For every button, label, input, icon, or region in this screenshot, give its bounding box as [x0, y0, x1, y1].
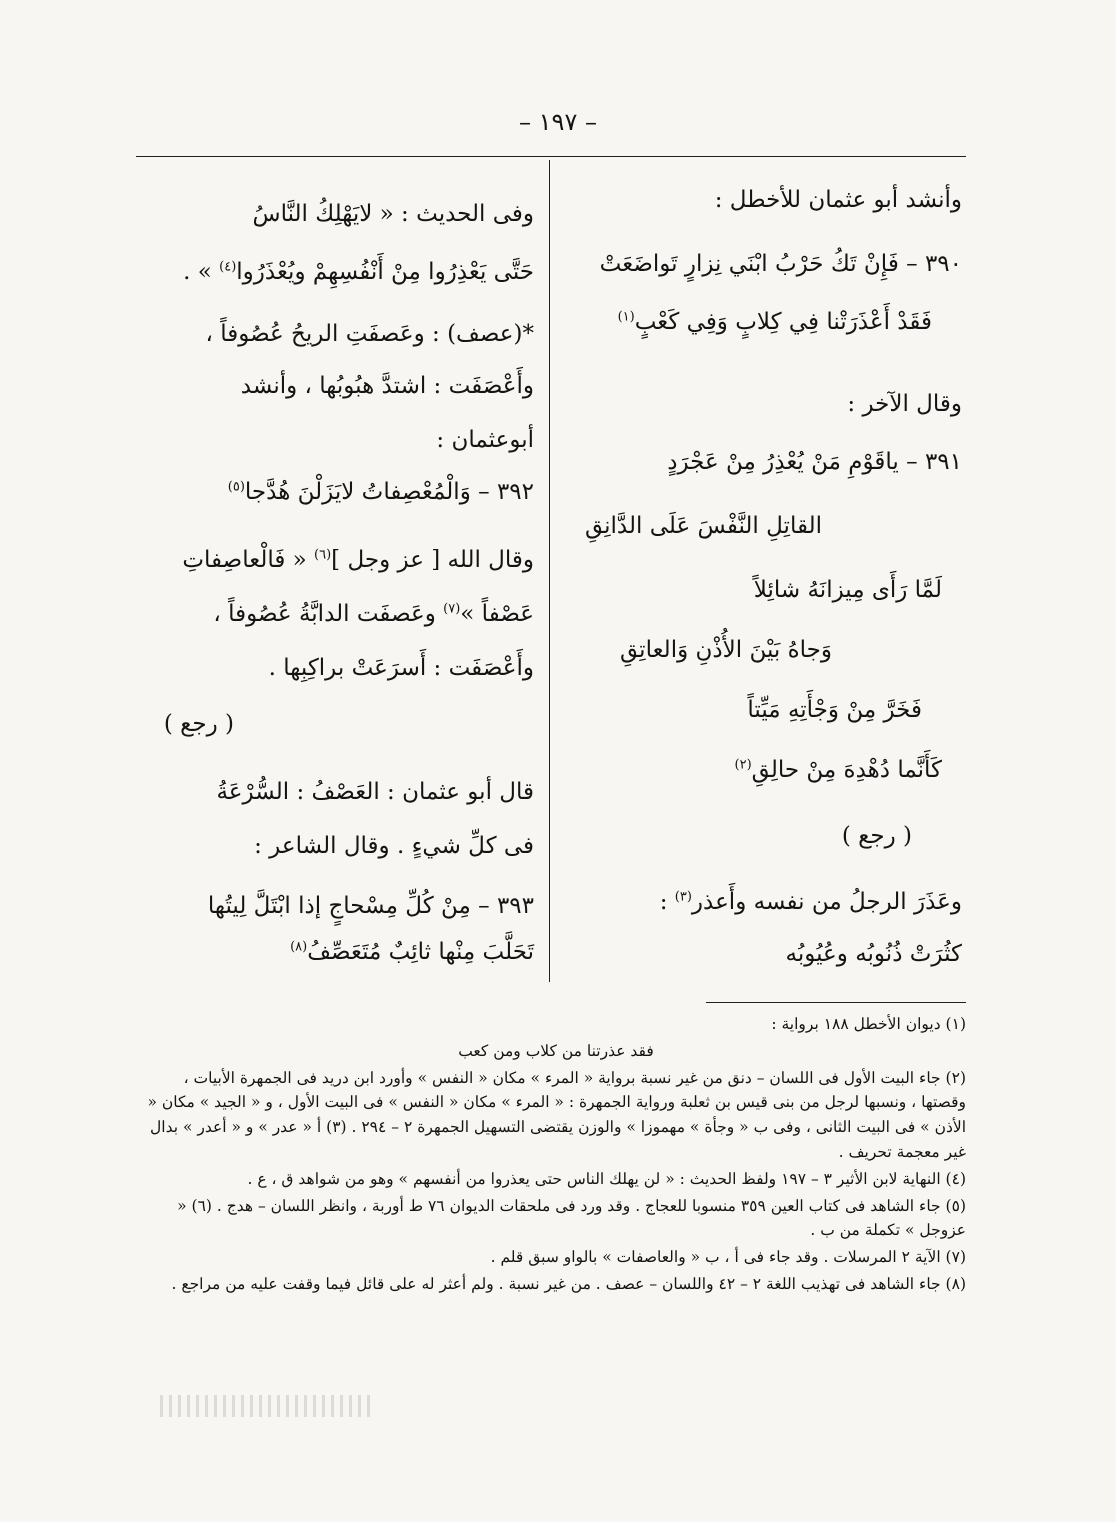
right-column-line [754, 576, 942, 605]
footnote-marker: (٤) [219, 259, 237, 275]
left-column-line [290, 938, 534, 967]
footnote-marker: (٦) [314, 547, 332, 563]
column-divider [549, 160, 550, 982]
left-column-line-tail: وعَصفَت الدابَّةُ عُصُوفاً ، [213, 601, 444, 627]
right-column-line-text: ( رجع ) [841, 823, 912, 849]
footnote-marker: (٢) [734, 757, 752, 773]
right-column-line [715, 186, 962, 215]
footnote: (٧) الآية ٢ المرسلات . وقد جاء فى أ ، ب « والعاصفات » بالواو سبق قلم . [490, 1248, 966, 1267]
left-column-line [228, 478, 534, 507]
left-column-line-text: وأَعْصَفَت : اشتدَّ هبُوبُها ، وأنشد [240, 373, 534, 399]
left-column-line-text: ٣٩٢ – وَالْمُعْصِفاتُ لايَزَلْنَ هُدَّجا [244, 479, 534, 505]
right-column-line [660, 888, 962, 917]
right-column-line [585, 512, 822, 541]
left-column-line [164, 710, 234, 739]
right-column-line [747, 696, 922, 725]
footnote-marker: (٨) [290, 939, 308, 955]
footnote-marker: (١) [617, 309, 635, 325]
footnote: (٢) جاء البيت الأول فى اللسان – دنق من غير نسبة برواية « المرء » مكان « النفس » وأورد ابن دريد فى الجمهرة الأبيات ، وقصتها ، ونسبها لرجل من بنى قيس بن ثعلبة ورواية الجمهرة : « المرء » مكان « النفس » فى البيت الأول ، و « الجيد » مكان « الأذن » فى البيت الثانى ، وفى ب « وجأة » مهموزا » والوزن يقتضى التسهيل الجمهرة ٢ – ٢٩٤ . (٣) أ « عدر » و « أعدر » بدال غير معجمة تحريف . [147, 1068, 966, 1161]
left-column-line-text: قال أبو عثمان : العَصْفُ : السُّرْعَةُ [216, 779, 534, 805]
left-column-line-text: تَحَلَّبَ مِنْها ثائِبٌ مُتَعَصِّفُ [307, 939, 534, 965]
right-column-line [667, 448, 962, 477]
right-column-line-text: فَقَدْ أَعْذَرَتْنا فِي كِلابٍ وَفِي كَعْبٍ [634, 309, 932, 335]
left-column-line [183, 258, 534, 287]
footnote-rule [706, 1002, 966, 1003]
right-column-line-text: القاتِلِ النَّفْسَ عَلَى الدَّانِقِ [584, 513, 822, 539]
header-rule [136, 156, 966, 157]
footnote-marker: (٧) [443, 601, 461, 617]
right-column-line [618, 308, 932, 337]
left-column-line-tail: « فَالْعاصِفاتِ [182, 547, 315, 573]
left-column-line [241, 372, 534, 401]
right-column-line-text: كَأَنَّما دُهْدِهَ مِنْ حالِقِ [751, 757, 942, 783]
left-column-line-text: حَتَّى يَعْذِرُوا مِنْ أَنْفُسِهِمْ ويُعْذَرُوا [236, 259, 534, 285]
left-column-line [216, 778, 534, 807]
left-column-line [254, 832, 534, 861]
right-column-line [847, 390, 962, 419]
left-column-line-tail: » . [183, 259, 220, 285]
left-column-line-text: عَصْفاً » [460, 601, 534, 627]
right-column-line-text: وقال الآخر : [847, 391, 962, 417]
left-column-line [213, 600, 534, 629]
footnote-marker: (٣) [674, 889, 692, 905]
right-column-line [735, 756, 942, 785]
left-column-line-text: ( رجع ) [163, 711, 234, 737]
footnotes [146, 1012, 966, 1299]
footnote: (٥) جاء الشاهد فى كتاب العين ٣٥٩ منسوبا للعجاج . وقد ورد فى ملحقات الديوان ٧٦ ط أوربة ، وانظر اللسان – هدج . (٦) « عزوجل » تكملة من ب . [177, 1196, 966, 1240]
left-column-line-text: ٣٩٣ – مِنْ كُلِّ مِسْحاجٍ إذا ابْتَلَّ لِيتُها [207, 893, 534, 919]
footnote: (١) ديوان الأخطل ١٨٨ برواية : [771, 1015, 966, 1033]
footnote: فقد عذرتنا من كلاب ومن كعب [458, 1041, 654, 1060]
right-column-line-tail: : [659, 889, 675, 915]
right-column-line-text: لَمَّا رَأَى مِيزانَهُ شائِلاً [753, 577, 942, 603]
right-column-line-text: ٣٩٠ – فَإِنْ تَكُ حَرْبُ ابْنَي نِزارٍ تَواضَعَتْ [599, 251, 962, 277]
page-number: – ١٩٧ – [519, 108, 597, 136]
left-column-line-text: فى كلِّ شيءٍ . وقال الشاعر : [254, 833, 534, 859]
left-column-line [182, 546, 534, 575]
left-column-line-text: *(عصف) : وعَصفَتِ الريحُ عُصُوفاً ، [205, 321, 534, 347]
right-column-line-text: وعَذَرَ الرجلُ من نفسه وأَعذر [691, 889, 962, 915]
right-column-line [786, 940, 963, 969]
right-column-line-text: وأنشد أبو عثمان للأخطل : [714, 187, 962, 213]
right-column-line [620, 636, 832, 665]
footnote: (٤) النهاية لابن الأثير ٣ – ١٩٧ ولفظ الحديث : « لن يهلك الناس حتى يعذروا من أنفسهم » وهو من شواهد ق ، ع . [247, 1169, 966, 1188]
right-column-line-text: ٣٩١ – ياقَوْمِ مَنْ يُعْذِرُ مِنْ عَجْرَدٍ [667, 449, 962, 475]
left-column-line [208, 892, 534, 921]
right-column-line-text: كثُرَتْ ذُنُوبُه وعُيُوبُه [785, 941, 962, 967]
right-column-line [600, 250, 962, 279]
left-column-line [269, 654, 534, 683]
left-column-line-text: وأَعْصَفَت : أَسرَعَتْ براكِبِها . [268, 655, 534, 681]
right-column-line [842, 822, 912, 851]
right-column-line-text: وَجاهُ بَيْنَ الأُذْنِ وَالعاتِقِ [620, 637, 832, 663]
footnote: (٨) جاء الشاهد فى تهذيب اللغة ٢ – ٤٢ واللسان – عصف . من غير نسبة . ولم أعثر له على قائل فيما وقفت عليه من مراجع . [171, 1274, 966, 1293]
left-column-line-text: وقال الله [ عز وجل ] [331, 547, 534, 573]
right-column-line-text: فَخَرَّ مِنْ وَجْأَتِهِ مَيِّتاً [747, 697, 922, 723]
left-column-line [253, 200, 535, 229]
library-stamp [160, 1395, 370, 1417]
left-column-line [205, 320, 534, 349]
footnote-marker: (٥) [227, 479, 245, 495]
left-column-line [436, 426, 534, 455]
left-column-line-text: وفى الحديث : « لايَهْلِكُ النَّاسُ [252, 201, 534, 227]
left-column-line-text: أبوعثمان : [436, 427, 534, 453]
